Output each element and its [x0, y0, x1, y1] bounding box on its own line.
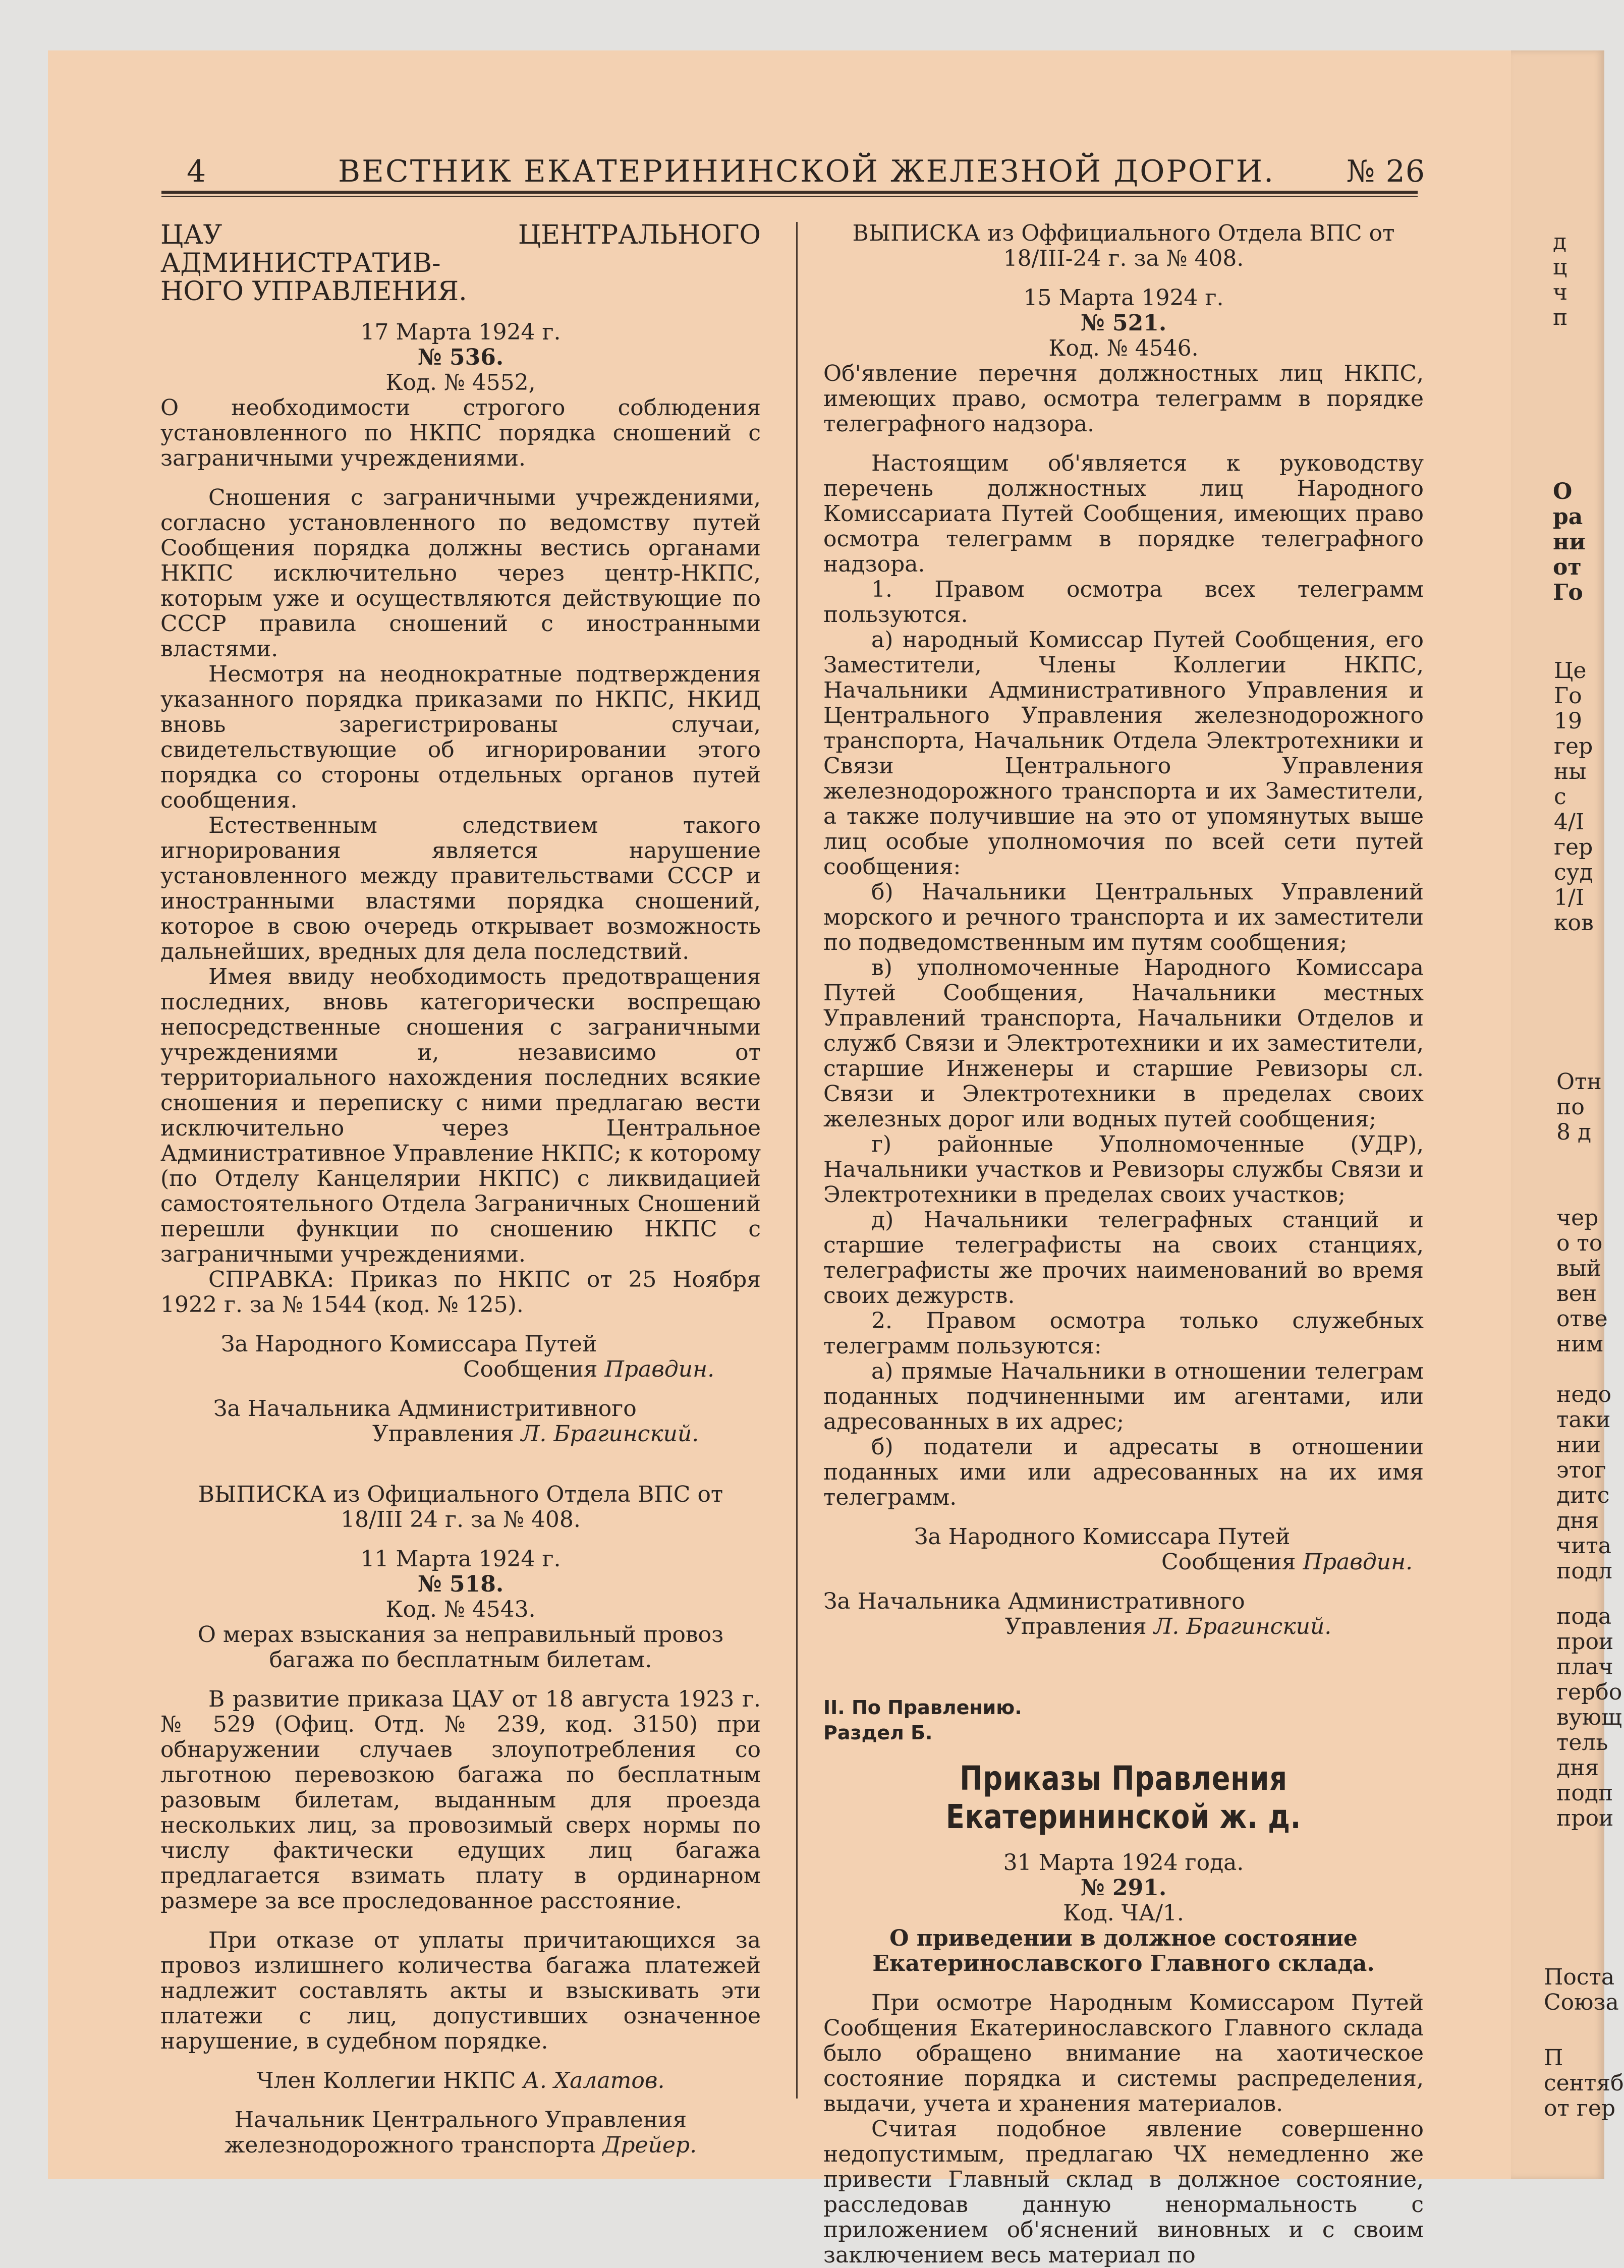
section-board-orders: [823, 1695, 1424, 2268]
signer-name: Л. Брагинский.: [1153, 1614, 1332, 1639]
paragraph: Имея ввиду необходимость предотвращения последних, вновь категорически воспрещаю непосредственные сношения с заграничными учреждениями и, независимо от территориального нахождения последних всякие сношения и переписку с ними предлагаю вести исключительно через Центральное Административное Управление НКПС; к которому (по Отделу Канцелярии НКПС) с ликвидацией самостоятельного Отдела Заграничных Сношений перешли функции по сношению НКПС с заграничными учреждениями.: [160, 964, 761, 1267]
order-code: Код. № 4552,: [385, 370, 536, 395]
paragraph: а) прямые Начальники в отношении телеграм поданных подчиненными им агентами, или адресованных в их адрес;: [823, 1358, 1424, 1435]
article-heading-line2: НОГО УПРАВЛЕНИЯ.: [160, 276, 467, 307]
paragraph: 2. Правом осмотра только служебных телеграмм пользуются:: [823, 1308, 1424, 1359]
signature-line: Управления Л. Брагинский.: [372, 1421, 699, 1447]
paragraph: Естественным следствием такого игнорирования является нарушение установленного между правительствами СССР и иностранными властями порядка сношений, которое в свою очередь открывает возможность дальнейших, вредных для дела последствий.: [160, 813, 761, 965]
edge-text-block: Отн по 8 д: [1556, 1069, 1602, 1145]
order-subject: О мерах взыскания за неправильный провоз багажа по бесплатным билетам.: [197, 1622, 724, 1673]
article-heading-line2: 18/III-24 г. за № 408.: [1003, 246, 1244, 271]
signature-line: За Начальника Администритивного: [213, 1396, 637, 1422]
signer-name: Дрейер.: [602, 2132, 697, 2158]
signer-name: Л. Брагинский.: [521, 1421, 699, 1447]
article-date: 31 Марта 1924 года.: [1003, 1850, 1244, 1876]
signature-line: Начальник Центрального Управления: [234, 2107, 687, 2133]
edge-text-block: недо таки нии этог дитс дня чита подл: [1556, 1382, 1612, 1584]
issue-number: № 26: [1346, 154, 1425, 189]
edge-text-block: чер о то вый вен отве ним: [1556, 1205, 1608, 1357]
signature-line: За Народного Комиссара Путей: [914, 1524, 1291, 1550]
left-column: [160, 221, 761, 2158]
paragraph: д) Начальники телеграфных станций и старшие телеграфисты на своих станциях, телеграфисты же прочих наименований во время своих дежурств.: [823, 1207, 1424, 1309]
paragraph: Считая подобное явление совершенно недопустимым, предлагаю ЧХ немедленно же привести Главный склад в должное состояние, расследовав данную ненормальность с приложением об'яснений виновных и с своим заключением весь материал по: [823, 2116, 1424, 2268]
signature-line: железнодорожного транспорта Дрейер.: [224, 2132, 697, 2158]
order-code: Код. ЧА/1.: [1063, 1900, 1184, 1926]
page-number: 4: [187, 154, 207, 189]
article-date: 15 Марта 1924 г.: [1023, 285, 1224, 311]
signature-line: За Народного Комиссара Путей: [221, 1331, 597, 1357]
edge-text-block: Це Го 19 гер ны с 4/I гер суд 1/I ков: [1554, 658, 1594, 936]
order-code: Код. № 4543.: [385, 1597, 536, 1622]
signature-line: Сообщения Правдин.: [463, 1356, 715, 1382]
edge-text-block: Поста Союза: [1544, 1964, 1619, 2015]
page-header: [139, 154, 1425, 189]
order-code: Код. № 4546.: [1048, 335, 1199, 361]
signature-line: За Начальника Административного: [823, 1589, 1245, 1614]
order-number: № 536.: [417, 345, 504, 370]
article-date: 17 Марта 1924 г.: [360, 319, 561, 345]
section-label: II. По Правлению.: [823, 1696, 1022, 1719]
signer-name: А. Халатов.: [523, 2068, 665, 2093]
section-heading: Приказы Правления Екатерининской ж. д.: [945, 1759, 1302, 1836]
paragraph: 1. Правом осмотра всех телеграмм пользуются.: [823, 577, 1424, 628]
edge-text-block: д ц ч п: [1553, 229, 1568, 330]
order-number: № 518.: [417, 1571, 504, 1597]
newspaper-title: ВЕСТНИК ЕКАТЕРИНИНСКОЙ ЖЕЛЕЗНОЙ ДОРОГИ.: [338, 154, 1275, 189]
header-rule-thin: [161, 196, 1418, 197]
order-subject: О приведении в должное состояние Екатеринославского Главного склада.: [872, 1925, 1375, 1976]
subsection-label: Раздел Б.: [823, 1722, 933, 1744]
order-subject: О необходимости строгого соблюдения установленного по НКПС порядка сношений с заграничными учреждениями.: [160, 395, 761, 471]
article-heading-line1: ЦАУ ЦЕНТРАЛЬНОГО АДМИНИСТРАТИВ-: [160, 220, 761, 278]
paragraph: Несмотря на неоднократные подтверждения указанного порядка приказами по НКПС, НКИД вновь зарегистрированы случаи, свидетельствующие об игнорировании этого порядка со стороны отдельных органов путей сообщения.: [160, 661, 761, 813]
paragraph: В развитие приказа ЦАУ от 18 августа 1923 г. № 529 (Офиц. Отд. № 239, код. 3150) при обнаружении случаев злоупотребления со льготною перевозкою багажа по бесплатным разовым билетам, выданным для проезда нескольких лиц, за провозимый сверх нормы по числу фактически едущих лиц багажа предлагается взимать плату в ординарном размере за все проследованное расстояние.: [160, 1686, 761, 1914]
signer-name: Правдин.: [1303, 1549, 1413, 1575]
article-heading-line2: 18/III 24 г. за № 408.: [341, 1507, 581, 1533]
order-number: № 521.: [1080, 310, 1167, 336]
paragraph: Сношения с заграничными учреждениями, согласно установленного по ведомству путей Сообщения порядка должны вестись органами НКПС исключительно через центр-НКПС, которым уже и осуществляются действующие по СССР правила сношений с иностранными властями.: [160, 485, 761, 662]
article-vps-521: [823, 221, 1424, 1639]
edge-text-block: П сентяб от гер: [1544, 2045, 1624, 2121]
article-date: 11 Марта 1924 г.: [360, 1546, 561, 1572]
paragraph: г) районные Уполномоченные (УДР), Начальники участков и Ревизоры службы Связи и Электротехники в пределах своих участков;: [823, 1131, 1424, 1208]
right-column: [823, 221, 1424, 2268]
paragraph: в) уполномоченные Народного Комиссара Путей Сообщения, Начальники местных Управлений транспорта, Начальники Отделов и служб Связи и Электротехники и их заместители, старшие Инженеры и старшие Ревизоры сл. Связи и Электротехники в пределах своих железных дорог или водных путей сообщения;: [823, 955, 1424, 1132]
paragraph: б) податели и адресаты в отношении поданных ими или адресованных на их имя телеграмм.: [823, 1434, 1424, 1510]
order-subject: Об'явление перечня должностных лиц НКПС, имеющих право, осмотра телеграмм в порядке телеграфного надзора.: [823, 361, 1424, 437]
signature-line: Член Коллегии НКПС А. Халатов.: [256, 2068, 665, 2093]
paragraph: б) Начальники Центральных Управлений морского и речного транспорта и их заместители по подведомственным им путям сообщения;: [823, 879, 1424, 955]
order-number: № 291.: [1080, 1875, 1167, 1901]
signer-name: Правдин.: [604, 1356, 715, 1382]
edge-text-block: пода прои плач гербо вующ тель дня подп прои: [1556, 1604, 1622, 1831]
column-divider: [796, 222, 798, 2099]
article-heading-line1: ВЫПИСКА из Официального Отдела ВПС от: [198, 1482, 723, 1507]
paragraph: При осмотре Народным Комиссаром Путей Сообщения Екатеринославского Главного склада было обращено внимание на хаотическое состояние порядка и системы распределения, выдачи, учета и хранения материалов.: [823, 1990, 1424, 2117]
article-heading-line1: ВЫПИСКА из Оффициального Отдела ВПС от: [852, 220, 1395, 246]
paragraph: Настоящим об'является к руководству перечень должностных лиц Народного Комиссариата Путей Сообщения, имеющих право осмотра телеграмм в порядке телеграфного надзора.: [823, 450, 1424, 577]
header-rule: [161, 191, 1418, 194]
article-cau-536: [160, 221, 761, 1447]
reference-note: СПРАВКА: Приказ по НКПС от 25 Ноября 1922 г. за № 1544 (код. № 125).: [160, 1267, 761, 1318]
paragraph: При отказе от уплаты причитающихся за провоз излишнего количества багажа платежей надлежит составлять акты и взыскивать эти платежи с лиц, допустивших означенное нарушение, в судебном порядке.: [160, 1927, 761, 2054]
article-vps-518: [160, 1482, 761, 2158]
paragraph: а) народный Комиссар Путей Сообщения, его Заместители, Члены Коллегии НКПС, Начальники Административного Управления и Центрального Управления железнодорожного транспорта, Начальник Отдела Электротехники и Связи Центрального Управления железнодорожного транспорта и их Заместители, а также получившие на это от упомянутых выше лиц особые уполномочия по всей сети путей сообщения:: [823, 627, 1424, 880]
edge-text-block: О ра ни от Го: [1553, 479, 1586, 605]
signature-line: Сообщения Правдин.: [1161, 1549, 1413, 1575]
signature-line: Управления Л. Брагинский.: [1005, 1614, 1332, 1639]
